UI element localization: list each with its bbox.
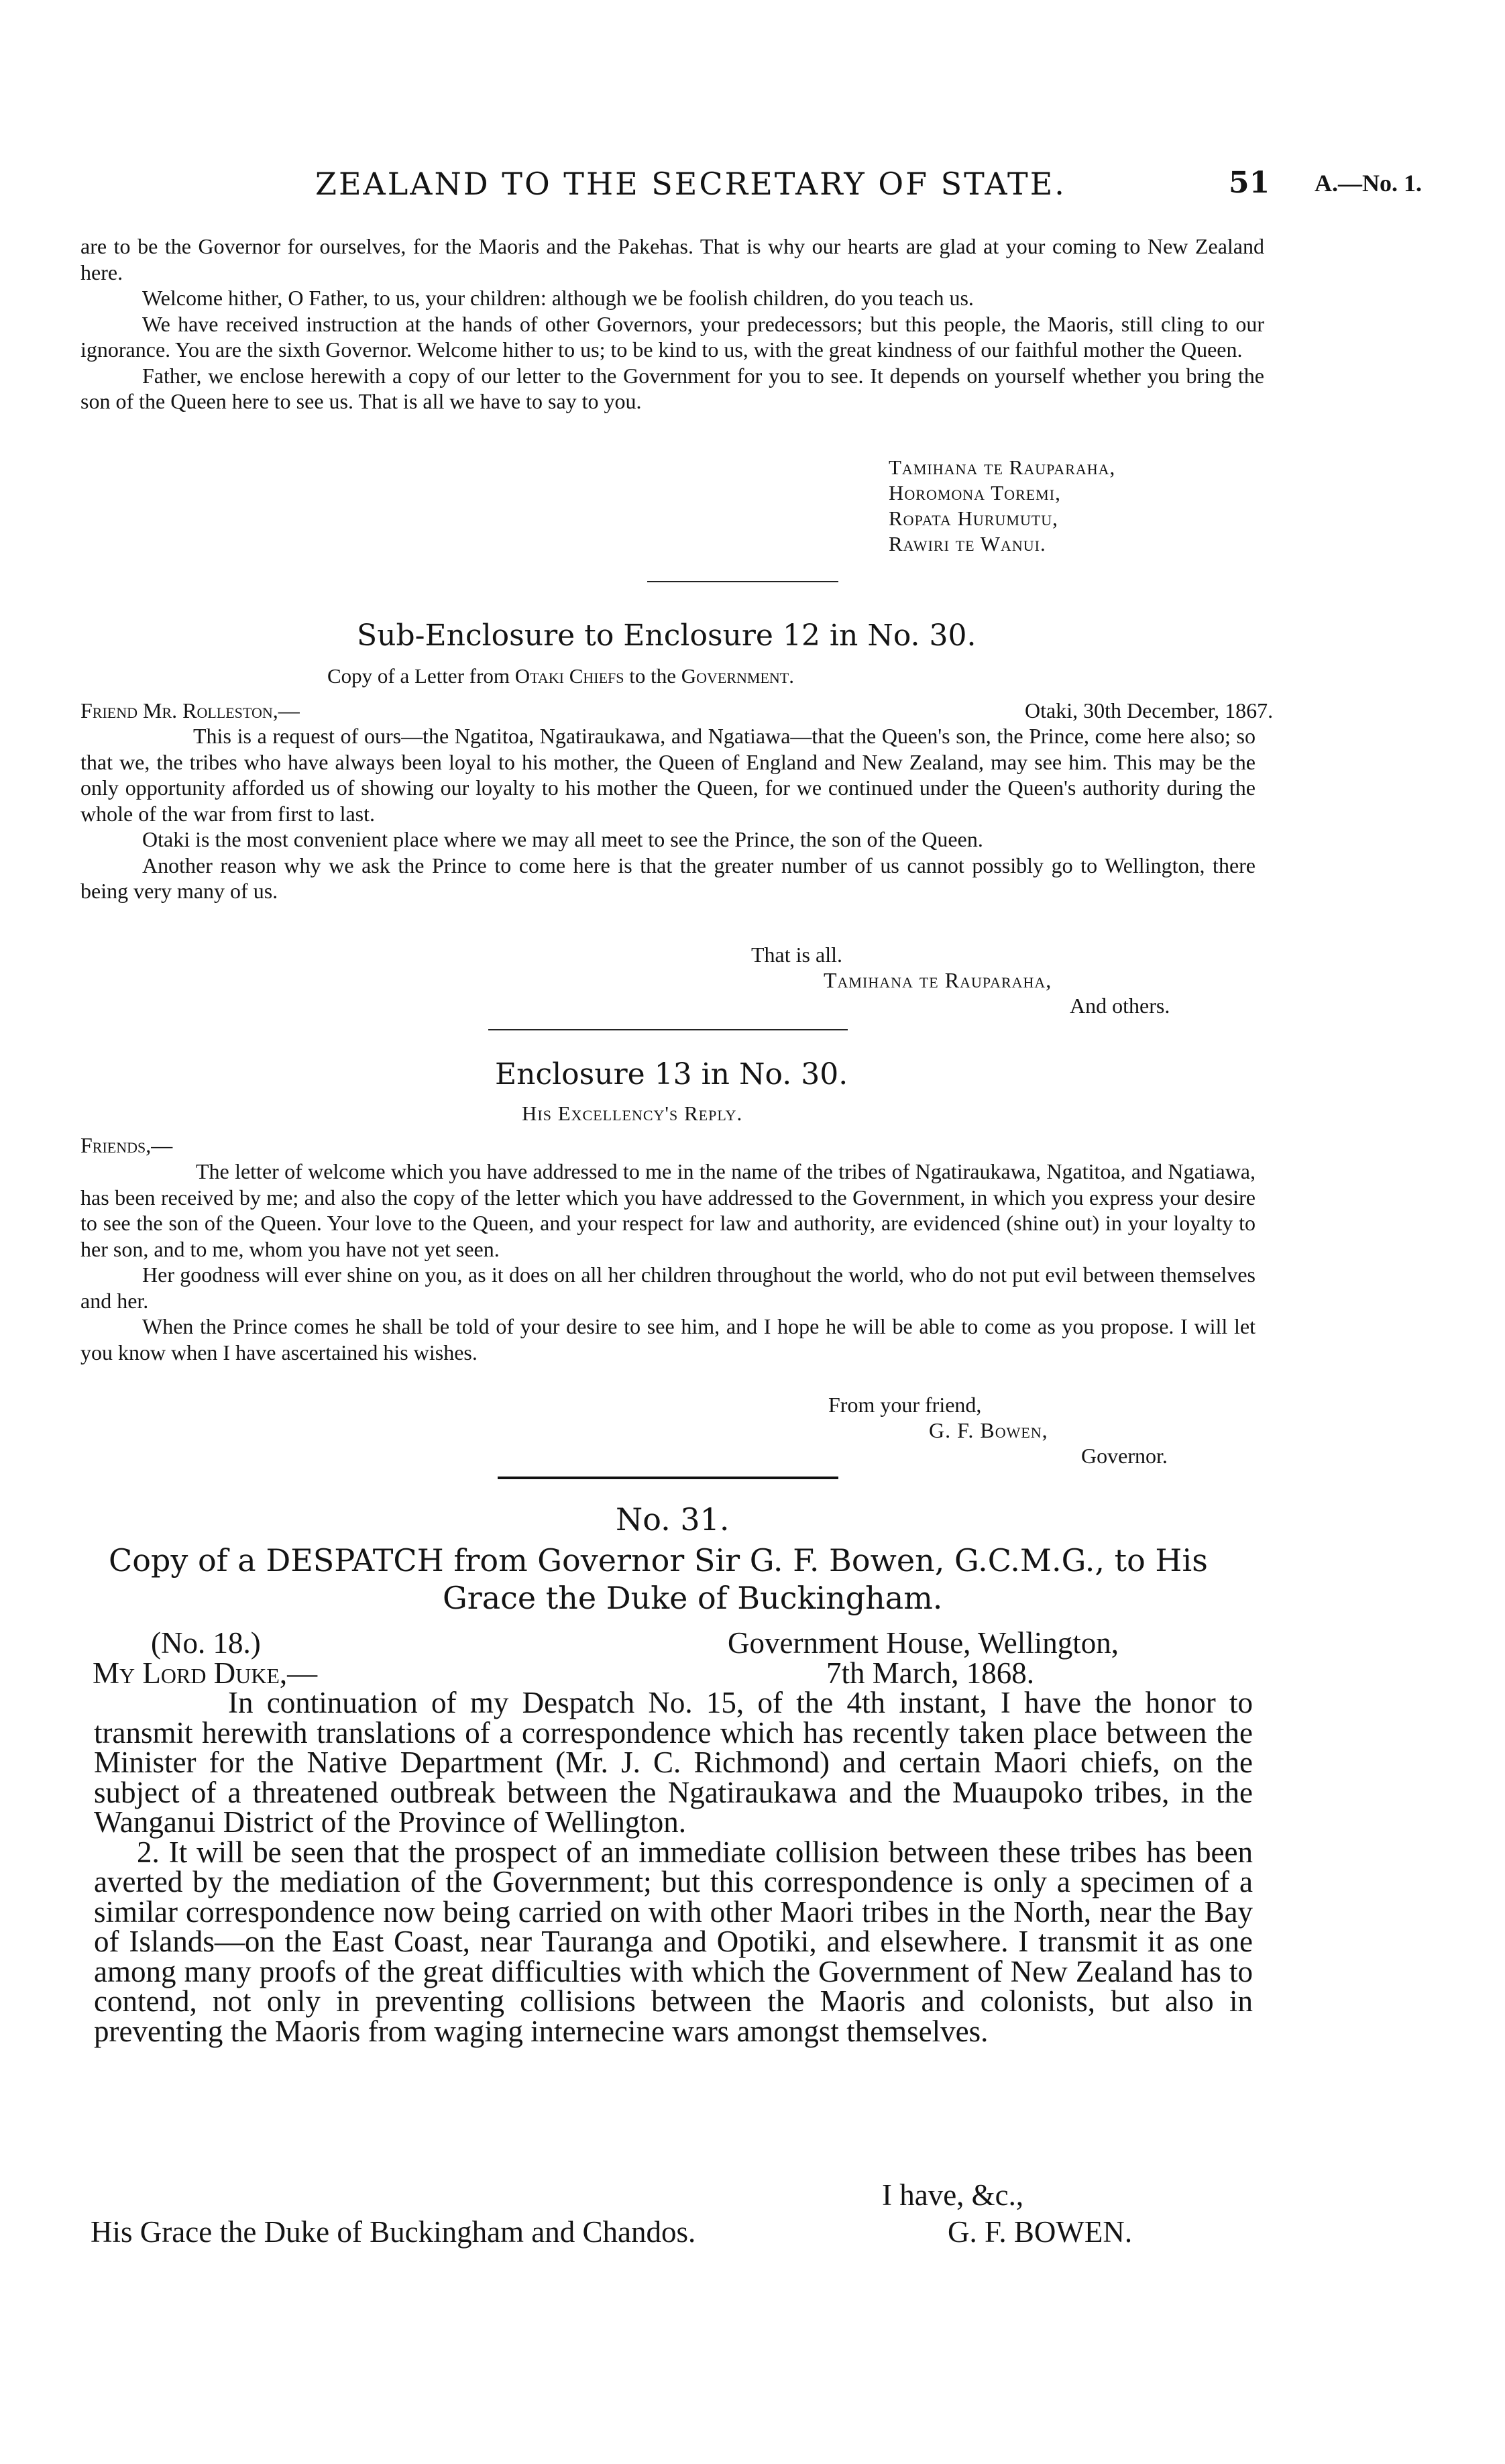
paragraph: This is a request of ours—the Ngatitoa, Ngatiraukawa, and Ngatiawa—that the Queen's son, the Prince, come here also; so that we, the tribes who have always been loyal to his mother, the Queen of England and New Zealand, may see him. This may be the only opportunity afforded us of showing our loyalty to his mother the Queen, for we continued under the Queen's authority during the whole of the war from first to last. [80, 724, 1256, 826]
subheading-mid: to the [629, 664, 676, 688]
despatch-number: No. 31. [616, 1501, 730, 1538]
page-number: 51 [1229, 166, 1270, 200]
despatch-date: 7th March, 1868. [826, 1656, 1034, 1690]
signatory: Horomona Toremi, [889, 481, 1061, 504]
closing: From your friend, [828, 1393, 982, 1417]
subheading-from: Otaki Chiefs [514, 664, 624, 688]
paragraph: The letter of welcome which you have addressed to me in the name of the tribes of Ngatiraukawa, Ngatitoa, and Ngatiawa, has been received by me; and also the copy of the letter which you have addressed to the Government, in which you express your desire to see the son of the Queen. Your love to the Queen, and your respect for law and authority, are evidenced (shine out) in your loyalty to her son, and to me, whom you have not yet seen. [80, 1159, 1256, 1261]
signer-title: Governor. [1081, 1444, 1168, 1468]
signer: G. F. Bowen, [929, 1418, 1048, 1442]
paragraph: 2. It will be seen that the prospect of an immediate collision between these tribes has been averted by the mediation of the Government; but this correspondence is only a specimen of a similar correspondence now being carried on with other Maori tribes in the North, near the Bay of Islands—on the East Coast, near Tauranga and Opotiki, and elsewhere. I transmit it as one among many proofs of the great difficulties with which the Government of New Zealand has to contend, not only in preventing collisions between the Maoris and colonists, but also in preventing the Maoris from waging internecine wars amongst themselves. [94, 1835, 1253, 2048]
signer-note: And others. [1070, 994, 1170, 1018]
salutation: Friend Mr. Rolleston,— [80, 698, 300, 722]
paragraph: Father, we enclose herewith a copy of our letter to the Government for you to see. It depends on yourself whether you bring the son of the Queen here to see us. That is all we have to say to you. [80, 363, 1264, 413]
subheading-to: Government. [681, 664, 794, 688]
section-heading: Enclosure 13 in No. 30. [495, 1057, 848, 1091]
divider [488, 1029, 848, 1030]
despatch-title-line1: Copy of a DESPATCH from Governor Sir G. F. Bowen, G.C.M.G., to His [109, 1542, 1208, 1578]
signer: Tamihana te Rauparaha, [824, 968, 1052, 992]
running-title: ZEALAND TO THE SECRETARY OF STATE. [315, 166, 1066, 202]
paragraph: Another reason why we ask the Prince to come here is that the greater number of us cannot possibly go to Wellington, there being very many of us. [80, 853, 1256, 903]
paragraph: Her goodness will ever shine on you, as it does on all her children throughout the world, who do not put evil between themselves and her. [80, 1263, 1256, 1313]
section-heading: Sub-Enclosure to Enclosure 12 in No. 30. [357, 619, 977, 653]
paragraph: When the Prince comes he shall be told of your desire to see him, and I hope he will be able to come as you propose. I will let you know when I have ascertained his wishes. [80, 1314, 1256, 1364]
paragraph: Welcome hither, O Father, to us, your children: although we be foolish children, do you teach us. [142, 286, 974, 310]
addressee: His Grace the Duke of Buckingham and Chandos. [91, 2215, 696, 2249]
section-subheading [327, 664, 794, 688]
signatory: Tamihana te Rauparaha, [889, 456, 1116, 479]
letter-body [80, 1159, 1256, 1365]
salutation: My Lord Duke,— [93, 1656, 318, 1690]
divider [647, 581, 838, 582]
despatch-place: Government House, Wellington, [728, 1626, 1119, 1660]
section-subheading: His Excellency's Reply. [522, 1102, 743, 1125]
paragraph: Otaki is the most convenient place where we may all meet to see the Prince, the son of the Queen. [142, 827, 983, 851]
paragraph: We have received instruction at the hands of other Governors, your predecessors; but this people, the Maoris, still cling to our ignorance. You are the sixth Governor. Welcome hither to us; to be kind to us, with the great kindness of our faithful mother the Queen. [80, 311, 1264, 362]
signer: G. F. BOWEN. [948, 2215, 1133, 2249]
salutation: Friends,— [80, 1133, 173, 1157]
signatory: Ropata Hurumutu, [889, 506, 1058, 530]
signatory: Rawiri te Wanui. [889, 532, 1046, 555]
paragraph: are to be the Governor for ourselves, for the Maoris and the Pakehas. That is why our hearts are glad at your coming to New Zealand here. [80, 234, 1264, 284]
subheading-prefix: Copy of a Letter from [327, 664, 510, 688]
despatch-ref: (No. 18.) [151, 1626, 261, 1660]
place-date: Otaki, 30th December, 1867. [1025, 698, 1274, 722]
paper-code: A.—No. 1. [1315, 170, 1422, 197]
closing: That is all. [751, 943, 842, 967]
divider [498, 1477, 838, 1479]
despatch-body [94, 1688, 1253, 2046]
paragraph: In continuation of my Despatch No. 15, of the 4th instant, I have the honor to transmit herewith translations of a correspondence which has recently taken place between the Minister for the Native Department (Mr. J. C. Richmond) and certain Maori chiefs, on the subject of a threatened outbreak between the Ngatiraukawa and the Muaupoko tribes, in the Wanganui District of the Province of Wellington. [94, 1686, 1253, 1839]
signatories [889, 455, 1115, 557]
despatch-title-line2: Grace the Duke of Buckingham. [443, 1580, 943, 1616]
closing: I have, &c., [882, 2178, 1024, 2212]
letter-body [80, 233, 1264, 415]
letter-body [80, 723, 1256, 904]
